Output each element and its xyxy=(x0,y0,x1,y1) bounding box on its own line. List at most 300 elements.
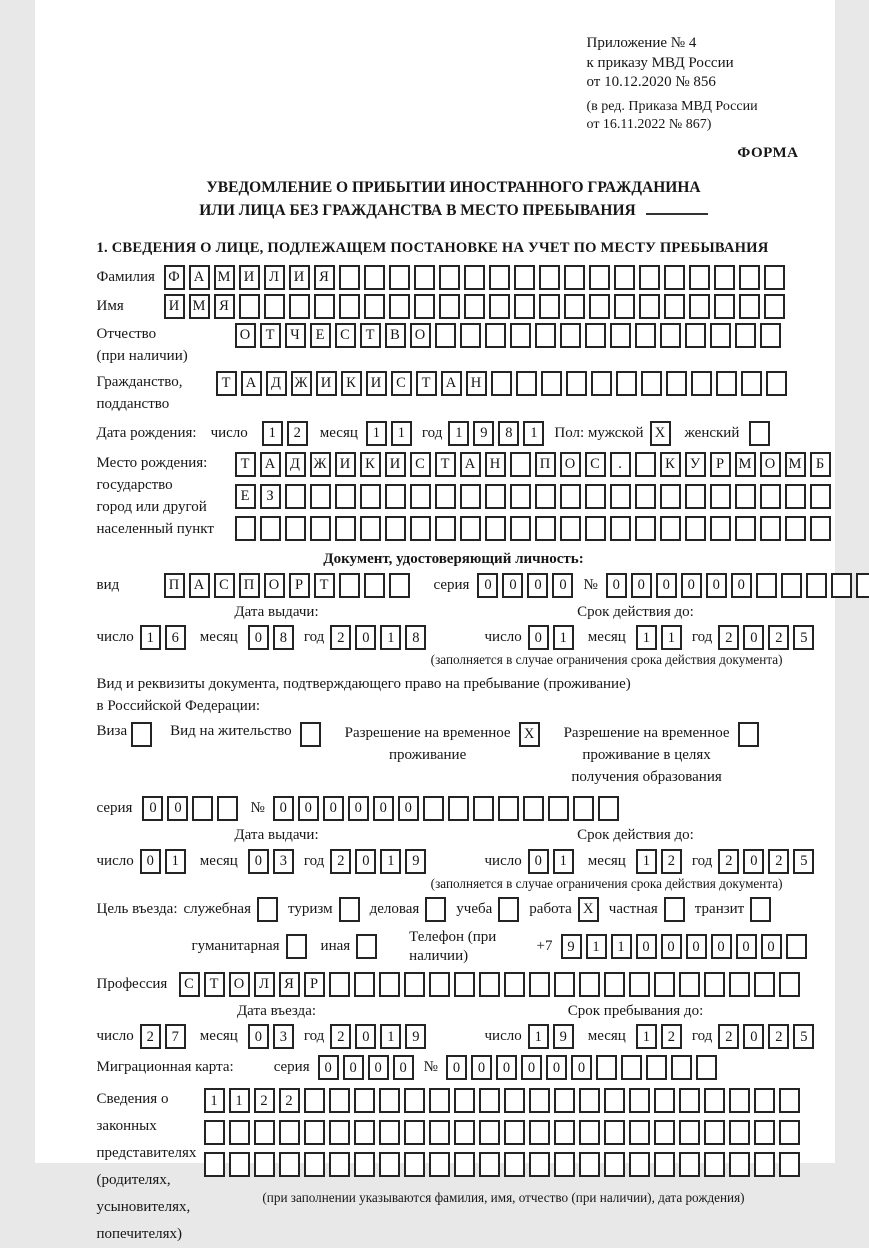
name-boxes-cell[interactable]: М xyxy=(189,294,210,319)
iddoc-number-boxes-cell[interactable]: 0 xyxy=(706,573,727,598)
rightdoc-valid-year-boxes-cell[interactable]: 2 xyxy=(718,849,739,874)
representatives-row3-boxes-cell[interactable] xyxy=(479,1152,500,1177)
birthplace-row2-boxes-cell[interactable] xyxy=(560,484,581,509)
representatives-row2-boxes-cell[interactable] xyxy=(429,1120,450,1145)
iddoc-valid-month-boxes-cell[interactable]: 1 xyxy=(636,625,657,650)
birthplace-row1-boxes-cell[interactable]: А xyxy=(460,452,481,477)
patronymic-boxes-cell[interactable] xyxy=(435,323,456,348)
representatives-row3-boxes-cell[interactable] xyxy=(329,1152,350,1177)
profession-boxes-cell[interactable]: Л xyxy=(254,972,275,997)
visa-checkbox-cell[interactable] xyxy=(131,722,152,747)
representatives-row2-boxes-cell[interactable] xyxy=(354,1120,375,1145)
birthplace-row2-boxes-cell[interactable] xyxy=(635,484,656,509)
patronymic-boxes-cell[interactable]: Ч xyxy=(285,323,306,348)
surname-boxes-cell[interactable] xyxy=(514,265,535,290)
rightdoc-issue-day-boxes-cell[interactable]: 1 xyxy=(165,849,186,874)
citizenship-boxes-cell[interactable] xyxy=(591,371,612,396)
surname-boxes-cell[interactable] xyxy=(639,265,660,290)
birthplace-row1-boxes-cell[interactable]: Н xyxy=(485,452,506,477)
rightdoc-number-boxes-cell[interactable] xyxy=(573,796,594,821)
phone-boxes-cell[interactable]: 0 xyxy=(636,934,657,959)
mk-series-boxes-cell[interactable]: 0 xyxy=(318,1055,339,1080)
birthplace-row2-boxes-cell[interactable] xyxy=(785,484,806,509)
citizenship-boxes-cell[interactable] xyxy=(741,371,762,396)
rightdoc-issue-day-boxes-cell[interactable]: 0 xyxy=(140,849,161,874)
profession-boxes-cell[interactable] xyxy=(454,972,475,997)
representatives-row3-boxes-cell[interactable] xyxy=(729,1152,750,1177)
phone-boxes-cell[interactable]: 0 xyxy=(736,934,757,959)
iddoc-number-boxes-cell[interactable]: 0 xyxy=(631,573,652,598)
mk-number-boxes-cell[interactable] xyxy=(621,1055,642,1080)
birthplace-row3-boxes-cell[interactable] xyxy=(360,516,381,541)
birthplace-row2-boxes-cell[interactable]: Е xyxy=(235,484,256,509)
name-boxes-cell[interactable] xyxy=(614,294,635,319)
birthplace-row2-boxes-cell[interactable] xyxy=(535,484,556,509)
representatives-row3-boxes-cell[interactable] xyxy=(229,1152,250,1177)
entry-year-boxes-cell[interactable]: 0 xyxy=(355,1024,376,1049)
phone-boxes-cell[interactable] xyxy=(786,934,807,959)
profession-boxes-cell[interactable]: Я xyxy=(279,972,300,997)
purpose-study-checkbox-cell[interactable] xyxy=(498,897,519,922)
birthplace-row2-boxes-cell[interactable] xyxy=(660,484,681,509)
phone-boxes-cell[interactable]: 0 xyxy=(761,934,782,959)
representatives-row1-boxes-cell[interactable] xyxy=(504,1088,525,1113)
purpose-tourism-checkbox-cell[interactable] xyxy=(339,897,360,922)
surname-boxes-cell[interactable] xyxy=(339,265,360,290)
iddoc-valid-year-boxes-cell[interactable]: 5 xyxy=(793,625,814,650)
profession-boxes-cell[interactable] xyxy=(604,972,625,997)
birthplace-row2-boxes-cell[interactable] xyxy=(435,484,456,509)
representatives-row3-boxes-cell[interactable] xyxy=(279,1152,300,1177)
rightdoc-issue-year-boxes-cell[interactable]: 9 xyxy=(405,849,426,874)
representatives-row2-boxes-cell[interactable] xyxy=(729,1120,750,1145)
representatives-row1-boxes-cell[interactable] xyxy=(479,1088,500,1113)
surname-boxes-cell[interactable] xyxy=(589,265,610,290)
representatives-row1-boxes-cell[interactable] xyxy=(329,1088,350,1113)
representatives-row1-boxes-cell[interactable] xyxy=(779,1088,800,1113)
representatives-row1-boxes-cell[interactable]: 1 xyxy=(229,1088,250,1113)
birthplace-row1-boxes-cell[interactable]: С xyxy=(585,452,606,477)
representatives-row3-boxes-cell[interactable] xyxy=(454,1152,475,1177)
birthplace-row2-boxes-cell[interactable] xyxy=(485,484,506,509)
iddoc-number-boxes-cell[interactable]: 0 xyxy=(606,573,627,598)
patronymic-boxes-cell[interactable]: Е xyxy=(310,323,331,348)
citizenship-boxes-cell[interactable]: С xyxy=(391,371,412,396)
stay-day-boxes-cell[interactable]: 9 xyxy=(553,1024,574,1049)
profession-boxes-cell[interactable] xyxy=(329,972,350,997)
birthplace-row1-boxes-cell[interactable]: К xyxy=(360,452,381,477)
patronymic-boxes-cell[interactable]: С xyxy=(335,323,356,348)
citizenship-boxes-cell[interactable] xyxy=(491,371,512,396)
representatives-row1-boxes-cell[interactable] xyxy=(529,1088,550,1113)
representatives-row3-boxes-cell[interactable] xyxy=(379,1152,400,1177)
entry-year-boxes-cell[interactable]: 2 xyxy=(330,1024,351,1049)
representatives-row3-boxes-cell[interactable] xyxy=(404,1152,425,1177)
birth-day-boxes-cell[interactable]: 2 xyxy=(287,421,308,446)
profession-boxes-cell[interactable] xyxy=(504,972,525,997)
stay-month-boxes-cell[interactable]: 2 xyxy=(661,1024,682,1049)
citizenship-boxes-cell[interactable] xyxy=(666,371,687,396)
representatives-row3-boxes-cell[interactable] xyxy=(754,1152,775,1177)
surname-boxes-cell[interactable]: И xyxy=(239,265,260,290)
representatives-row3-boxes-cell[interactable] xyxy=(504,1152,525,1177)
surname-boxes-cell[interactable] xyxy=(664,265,685,290)
birthplace-row1-boxes-cell[interactable]: С xyxy=(410,452,431,477)
rightdoc-number-boxes-cell[interactable] xyxy=(598,796,619,821)
phone-boxes-cell[interactable]: 0 xyxy=(686,934,707,959)
birthplace-row3-boxes-cell[interactable] xyxy=(510,516,531,541)
rightdoc-number-boxes-cell[interactable]: 0 xyxy=(298,796,319,821)
rightdoc-valid-day-boxes-cell[interactable]: 1 xyxy=(553,849,574,874)
birth-year-boxes-cell[interactable]: 1 xyxy=(523,421,544,446)
representatives-row3-boxes-cell[interactable] xyxy=(529,1152,550,1177)
surname-boxes-cell[interactable] xyxy=(364,265,385,290)
representatives-row3-boxes-cell[interactable] xyxy=(554,1152,575,1177)
iddoc-number-boxes-cell[interactable] xyxy=(756,573,777,598)
birthplace-row2-boxes-cell[interactable] xyxy=(385,484,406,509)
representatives-row1-boxes-cell[interactable] xyxy=(604,1088,625,1113)
rightdoc-number-boxes-cell[interactable]: 0 xyxy=(273,796,294,821)
representatives-row2-boxes-cell[interactable] xyxy=(504,1120,525,1145)
representatives-row2-boxes-cell[interactable] xyxy=(404,1120,425,1145)
birthplace-row1-boxes-cell[interactable]: Д xyxy=(285,452,306,477)
entry-year-boxes-cell[interactable]: 1 xyxy=(380,1024,401,1049)
iddoc-issue-year-boxes-cell[interactable]: 2 xyxy=(330,625,351,650)
rightdoc-number-boxes-cell[interactable]: 0 xyxy=(323,796,344,821)
rightdoc-issue-year-boxes-cell[interactable]: 1 xyxy=(380,849,401,874)
purpose-business-checkbox-cell[interactable] xyxy=(257,897,278,922)
birthplace-row3-boxes-cell[interactable] xyxy=(810,516,831,541)
name-boxes-cell[interactable] xyxy=(439,294,460,319)
purpose-work-checkbox-cell[interactable]: X xyxy=(578,897,599,922)
citizenship-boxes-cell[interactable]: К xyxy=(341,371,362,396)
birthplace-row3-boxes-cell[interactable] xyxy=(460,516,481,541)
citizenship-boxes-cell[interactable] xyxy=(566,371,587,396)
surname-boxes-cell[interactable] xyxy=(714,265,735,290)
surname-boxes-cell[interactable]: И xyxy=(289,265,310,290)
rightdoc-number-boxes-cell[interactable]: 0 xyxy=(398,796,419,821)
rightdoc-number-boxes-cell[interactable]: 0 xyxy=(348,796,369,821)
birthplace-row2-boxes-cell[interactable] xyxy=(510,484,531,509)
birthplace-row2-boxes-cell[interactable] xyxy=(735,484,756,509)
rightdoc-valid-month-boxes-cell[interactable]: 1 xyxy=(636,849,657,874)
birthplace-row1-boxes-cell[interactable] xyxy=(635,452,656,477)
patronymic-boxes-cell[interactable]: О xyxy=(235,323,256,348)
birthplace-row1-boxes-cell[interactable]: К xyxy=(660,452,681,477)
birthplace-row3-boxes-cell[interactable] xyxy=(585,516,606,541)
birthplace-row3-boxes-cell[interactable] xyxy=(385,516,406,541)
surname-boxes-cell[interactable]: А xyxy=(189,265,210,290)
iddoc-valid-year-boxes-cell[interactable]: 2 xyxy=(718,625,739,650)
name-boxes-cell[interactable]: И xyxy=(164,294,185,319)
stay-year-boxes-cell[interactable]: 2 xyxy=(768,1024,789,1049)
citizenship-boxes-cell[interactable]: И xyxy=(316,371,337,396)
temp-residence-checkbox-cell[interactable]: X xyxy=(519,722,540,747)
patronymic-boxes-cell[interactable]: В xyxy=(385,323,406,348)
profession-boxes-cell[interactable]: Т xyxy=(204,972,225,997)
birthplace-row2-boxes-cell[interactable] xyxy=(460,484,481,509)
representatives-row3-boxes-cell[interactable] xyxy=(354,1152,375,1177)
stay-year-boxes-cell[interactable]: 2 xyxy=(718,1024,739,1049)
representatives-row1-boxes-cell[interactable] xyxy=(629,1088,650,1113)
surname-boxes-cell[interactable] xyxy=(464,265,485,290)
iddoc-type-boxes-cell[interactable] xyxy=(339,573,360,598)
rightdoc-issue-month-boxes-cell[interactable]: 3 xyxy=(273,849,294,874)
surname-boxes-cell[interactable]: М xyxy=(214,265,235,290)
rightdoc-series-boxes-cell[interactable]: 0 xyxy=(167,796,188,821)
birth-year-boxes-cell[interactable]: 9 xyxy=(473,421,494,446)
citizenship-boxes-cell[interactable]: Т xyxy=(416,371,437,396)
iddoc-number-boxes-cell[interactable]: 0 xyxy=(656,573,677,598)
iddoc-valid-month-boxes-cell[interactable]: 1 xyxy=(661,625,682,650)
surname-boxes-cell[interactable] xyxy=(689,265,710,290)
birthplace-row1-boxes-cell[interactable]: . xyxy=(610,452,631,477)
representatives-row3-boxes-cell[interactable] xyxy=(679,1152,700,1177)
patronymic-boxes-cell[interactable] xyxy=(585,323,606,348)
representatives-row2-boxes-cell[interactable] xyxy=(554,1120,575,1145)
iddoc-valid-day-boxes-cell[interactable]: 1 xyxy=(553,625,574,650)
birthplace-row1-boxes-cell[interactable]: И xyxy=(335,452,356,477)
representatives-row1-boxes-cell[interactable] xyxy=(379,1088,400,1113)
birthplace-row1-boxes-cell[interactable]: М xyxy=(785,452,806,477)
iddoc-series-boxes-cell[interactable]: 0 xyxy=(477,573,498,598)
surname-boxes-cell[interactable] xyxy=(614,265,635,290)
representatives-row3-boxes-cell[interactable] xyxy=(779,1152,800,1177)
birthplace-row3-boxes-cell[interactable] xyxy=(335,516,356,541)
profession-boxes-cell[interactable]: Р xyxy=(304,972,325,997)
citizenship-boxes-cell[interactable] xyxy=(766,371,787,396)
birthplace-row2-boxes-cell[interactable] xyxy=(610,484,631,509)
name-boxes-cell[interactable] xyxy=(589,294,610,319)
mk-series-boxes-cell[interactable]: 0 xyxy=(368,1055,389,1080)
patronymic-boxes-cell[interactable]: Т xyxy=(260,323,281,348)
birthplace-row1-boxes-cell[interactable]: У xyxy=(685,452,706,477)
profession-boxes-cell[interactable] xyxy=(729,972,750,997)
profession-boxes-cell[interactable] xyxy=(354,972,375,997)
representatives-row1-boxes-cell[interactable]: 2 xyxy=(254,1088,275,1113)
citizenship-boxes-cell[interactable] xyxy=(541,371,562,396)
entry-day-boxes-cell[interactable]: 7 xyxy=(165,1024,186,1049)
mk-series-boxes-cell[interactable]: 0 xyxy=(393,1055,414,1080)
birthplace-row2-boxes-cell[interactable] xyxy=(285,484,306,509)
mk-number-boxes-cell[interactable] xyxy=(696,1055,717,1080)
surname-boxes-cell[interactable] xyxy=(389,265,410,290)
representatives-row1-boxes-cell[interactable] xyxy=(454,1088,475,1113)
birthplace-row2-boxes-cell[interactable] xyxy=(685,484,706,509)
birthplace-row3-boxes-cell[interactable] xyxy=(535,516,556,541)
sex-male-checkbox-cell[interactable]: X xyxy=(650,421,671,446)
name-boxes-cell[interactable] xyxy=(689,294,710,319)
birthplace-row1-boxes-cell[interactable] xyxy=(510,452,531,477)
representatives-row2-boxes-cell[interactable] xyxy=(379,1120,400,1145)
birth-month-boxes-cell[interactable]: 1 xyxy=(366,421,387,446)
rightdoc-valid-year-boxes-cell[interactable]: 2 xyxy=(768,849,789,874)
representatives-row2-boxes-cell[interactable] xyxy=(454,1120,475,1145)
birthplace-row3-boxes-cell[interactable] xyxy=(735,516,756,541)
purpose-transit-checkbox-cell[interactable] xyxy=(750,897,771,922)
iddoc-type-boxes-cell[interactable]: О xyxy=(264,573,285,598)
surname-boxes-cell[interactable]: Л xyxy=(264,265,285,290)
rightdoc-series-boxes-cell[interactable] xyxy=(192,796,213,821)
representatives-row1-boxes-cell[interactable] xyxy=(579,1088,600,1113)
patronymic-boxes-cell[interactable] xyxy=(660,323,681,348)
iddoc-type-boxes-cell[interactable]: П xyxy=(239,573,260,598)
entry-month-boxes-cell[interactable]: 0 xyxy=(248,1024,269,1049)
birthplace-row2-boxes-cell[interactable] xyxy=(335,484,356,509)
patronymic-boxes-cell[interactable] xyxy=(560,323,581,348)
rightdoc-valid-year-boxes-cell[interactable]: 5 xyxy=(793,849,814,874)
profession-boxes-cell[interactable] xyxy=(579,972,600,997)
surname-boxes-cell[interactable] xyxy=(489,265,510,290)
representatives-row2-boxes-cell[interactable] xyxy=(754,1120,775,1145)
entry-month-boxes-cell[interactable]: 3 xyxy=(273,1024,294,1049)
representatives-row3-boxes-cell[interactable] xyxy=(654,1152,675,1177)
citizenship-boxes-cell[interactable]: Д xyxy=(266,371,287,396)
mk-number-boxes-cell[interactable]: 0 xyxy=(521,1055,542,1080)
phone-boxes-cell[interactable]: 0 xyxy=(661,934,682,959)
stay-year-boxes-cell[interactable]: 5 xyxy=(793,1024,814,1049)
representatives-row2-boxes-cell[interactable] xyxy=(604,1120,625,1145)
rightdoc-series-boxes-cell[interactable] xyxy=(217,796,238,821)
profession-boxes-cell[interactable] xyxy=(429,972,450,997)
mk-number-boxes-cell[interactable]: 0 xyxy=(496,1055,517,1080)
citizenship-boxes-cell[interactable]: А xyxy=(441,371,462,396)
birthplace-row3-boxes-cell[interactable] xyxy=(260,516,281,541)
stay-year-boxes-cell[interactable]: 0 xyxy=(743,1024,764,1049)
patronymic-boxes-cell[interactable] xyxy=(685,323,706,348)
iddoc-issue-year-boxes-cell[interactable]: 0 xyxy=(355,625,376,650)
birthplace-row3-boxes-cell[interactable] xyxy=(485,516,506,541)
mk-number-boxes-cell[interactable]: 0 xyxy=(471,1055,492,1080)
representatives-row2-boxes-cell[interactable] xyxy=(704,1120,725,1145)
birthplace-row2-boxes-cell[interactable] xyxy=(760,484,781,509)
iddoc-type-boxes-cell[interactable]: С xyxy=(214,573,235,598)
representatives-row2-boxes-cell[interactable] xyxy=(254,1120,275,1145)
citizenship-boxes-cell[interactable]: А xyxy=(241,371,262,396)
name-boxes-cell[interactable] xyxy=(264,294,285,319)
profession-boxes-cell[interactable]: О xyxy=(229,972,250,997)
surname-boxes-cell[interactable] xyxy=(539,265,560,290)
rightdoc-number-boxes-cell[interactable] xyxy=(473,796,494,821)
citizenship-boxes-cell[interactable] xyxy=(516,371,537,396)
patronymic-boxes-cell[interactable] xyxy=(710,323,731,348)
entry-year-boxes-cell[interactable]: 9 xyxy=(405,1024,426,1049)
representatives-row2-boxes-cell[interactable] xyxy=(629,1120,650,1145)
purpose-other-checkbox-cell[interactable] xyxy=(356,934,377,959)
name-boxes-cell[interactable]: Я xyxy=(214,294,235,319)
rightdoc-number-boxes-cell[interactable] xyxy=(448,796,469,821)
patronymic-boxes-cell[interactable]: Т xyxy=(360,323,381,348)
representatives-row1-boxes-cell[interactable] xyxy=(404,1088,425,1113)
citizenship-boxes-cell[interactable]: Ж xyxy=(291,371,312,396)
rightdoc-number-boxes-cell[interactable] xyxy=(548,796,569,821)
representatives-row3-boxes-cell[interactable] xyxy=(579,1152,600,1177)
name-boxes-cell[interactable] xyxy=(639,294,660,319)
iddoc-type-boxes-cell[interactable]: П xyxy=(164,573,185,598)
rightdoc-number-boxes-cell[interactable]: 0 xyxy=(373,796,394,821)
profession-boxes-cell[interactable] xyxy=(704,972,725,997)
name-boxes-cell[interactable] xyxy=(564,294,585,319)
name-boxes-cell[interactable] xyxy=(489,294,510,319)
name-boxes-cell[interactable] xyxy=(739,294,760,319)
name-boxes-cell[interactable] xyxy=(289,294,310,319)
mk-number-boxes-cell[interactable] xyxy=(596,1055,617,1080)
iddoc-type-boxes-cell[interactable]: Т xyxy=(314,573,335,598)
iddoc-number-boxes-cell[interactable]: 0 xyxy=(681,573,702,598)
purpose-humanitarian-checkbox-cell[interactable] xyxy=(286,934,307,959)
iddoc-number-boxes-cell[interactable] xyxy=(831,573,852,598)
representatives-row1-boxes-cell[interactable] xyxy=(429,1088,450,1113)
rightdoc-number-boxes-cell[interactable] xyxy=(423,796,444,821)
iddoc-issue-month-boxes-cell[interactable]: 8 xyxy=(273,625,294,650)
iddoc-valid-year-boxes-cell[interactable]: 2 xyxy=(768,625,789,650)
birthplace-row1-boxes-cell[interactable]: М xyxy=(735,452,756,477)
birthplace-row1-boxes-cell[interactable]: А xyxy=(260,452,281,477)
birthplace-row3-boxes-cell[interactable] xyxy=(710,516,731,541)
representatives-row1-boxes-cell[interactable]: 2 xyxy=(279,1088,300,1113)
representatives-row1-boxes-cell[interactable] xyxy=(554,1088,575,1113)
surname-boxes-cell[interactable] xyxy=(764,265,785,290)
citizenship-boxes-cell[interactable]: И xyxy=(366,371,387,396)
birthplace-row2-boxes-cell[interactable] xyxy=(810,484,831,509)
patronymic-boxes-cell[interactable] xyxy=(460,323,481,348)
citizenship-boxes-cell[interactable]: Н xyxy=(466,371,487,396)
birthplace-row3-boxes-cell[interactable] xyxy=(785,516,806,541)
representatives-row3-boxes-cell[interactable] xyxy=(629,1152,650,1177)
iddoc-issue-month-boxes-cell[interactable]: 0 xyxy=(248,625,269,650)
representatives-row1-boxes-cell[interactable] xyxy=(354,1088,375,1113)
birthplace-row1-boxes-cell[interactable]: Р xyxy=(710,452,731,477)
representatives-row2-boxes-cell[interactable] xyxy=(229,1120,250,1145)
mk-number-boxes-cell[interactable] xyxy=(671,1055,692,1080)
name-boxes-cell[interactable] xyxy=(414,294,435,319)
birth-year-boxes-cell[interactable]: 1 xyxy=(448,421,469,446)
patronymic-boxes-cell[interactable] xyxy=(760,323,781,348)
patronymic-boxes-cell[interactable] xyxy=(510,323,531,348)
representatives-row2-boxes-cell[interactable] xyxy=(479,1120,500,1145)
purpose-commercial-checkbox-cell[interactable] xyxy=(425,897,446,922)
representatives-row3-boxes-cell[interactable] xyxy=(604,1152,625,1177)
birthplace-row3-boxes-cell[interactable] xyxy=(410,516,431,541)
citizenship-boxes-cell[interactable] xyxy=(641,371,662,396)
birthplace-row2-boxes-cell[interactable] xyxy=(710,484,731,509)
patronymic-boxes-cell[interactable] xyxy=(535,323,556,348)
iddoc-issue-year-boxes-cell[interactable]: 8 xyxy=(405,625,426,650)
profession-boxes-cell[interactable] xyxy=(479,972,500,997)
birthplace-row2-boxes-cell[interactable] xyxy=(410,484,431,509)
rightdoc-number-boxes-cell[interactable] xyxy=(523,796,544,821)
representatives-row3-boxes-cell[interactable] xyxy=(429,1152,450,1177)
representatives-row2-boxes-cell[interactable] xyxy=(529,1120,550,1145)
representatives-row2-boxes-cell[interactable] xyxy=(679,1120,700,1145)
rightdoc-valid-year-boxes-cell[interactable]: 0 xyxy=(743,849,764,874)
representatives-row2-boxes-cell[interactable] xyxy=(304,1120,325,1145)
iddoc-number-boxes-cell[interactable]: 0 xyxy=(731,573,752,598)
rightdoc-issue-year-boxes-cell[interactable]: 0 xyxy=(355,849,376,874)
surname-boxes-cell[interactable] xyxy=(564,265,585,290)
surname-boxes-cell[interactable] xyxy=(739,265,760,290)
mk-series-boxes-cell[interactable]: 0 xyxy=(343,1055,364,1080)
iddoc-series-boxes-cell[interactable]: 0 xyxy=(527,573,548,598)
purpose-private-checkbox-cell[interactable] xyxy=(664,897,685,922)
mk-number-boxes-cell[interactable]: 0 xyxy=(546,1055,567,1080)
birthplace-row2-boxes-cell[interactable] xyxy=(585,484,606,509)
rightdoc-issue-year-boxes-cell[interactable]: 2 xyxy=(330,849,351,874)
surname-boxes-cell[interactable]: Ф xyxy=(164,265,185,290)
patronymic-boxes-cell[interactable] xyxy=(635,323,656,348)
birthplace-row3-boxes-cell[interactable] xyxy=(760,516,781,541)
birthplace-row2-boxes-cell[interactable] xyxy=(310,484,331,509)
